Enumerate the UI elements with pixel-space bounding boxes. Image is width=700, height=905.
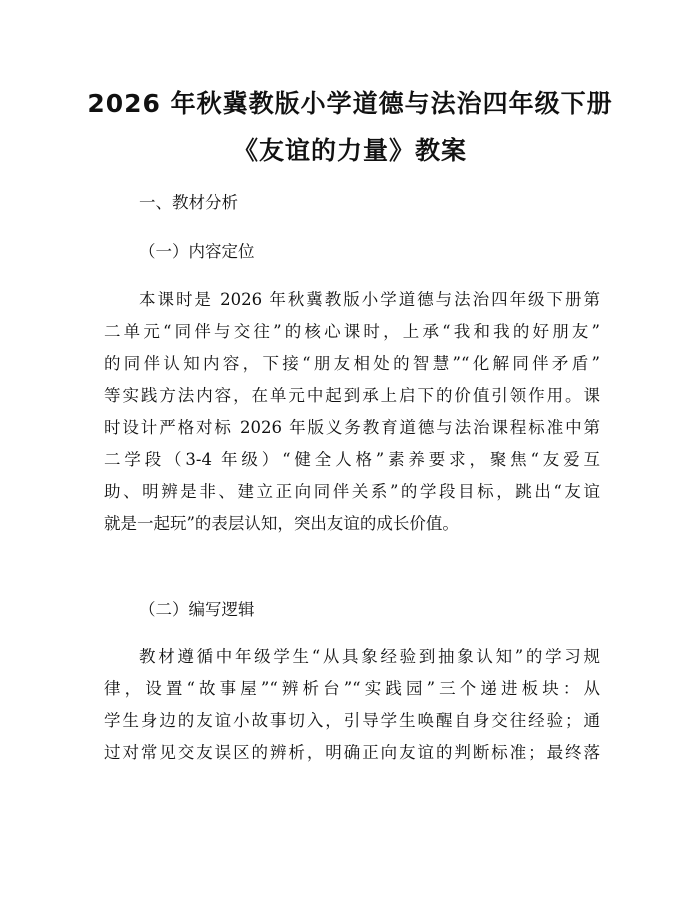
paragraph-line: 时设计严格对标 2026 年版义务教育道德与法治课程标准中第 (104, 418, 600, 437)
paragraph-line: 二单元“同伴与交往”的核心课时，上承“我和我的好朋友” (104, 322, 600, 341)
paragraph-line: 的同伴认知内容，下接“朋友相处的智慧”“化解同伴矛盾” (104, 354, 600, 373)
paragraph-line: 就是一起玩”的表层认知，突出友谊的成长价值。 (104, 514, 459, 533)
paragraph-line: 教材遵循中年级学生“从具象经验到抽象认知”的学习规 (139, 647, 600, 666)
paragraph-line: 二学段（3-4 年级）“健全人格”素养要求，聚焦“友爱互 (104, 450, 600, 469)
document-title-line-2: 《友谊的力量》教案 (232, 136, 467, 165)
subsection-heading-content-positioning: （一）内容定位 (139, 242, 255, 261)
paragraph-line: 律，设置“故事屋”“辨析台”“实践园”三个递进板块：从 (104, 679, 600, 698)
subsection-heading-writing-logic: （二）编写逻辑 (139, 600, 255, 619)
paragraph-line: 本课时是 2026 年秋冀教版小学道德与法治四年级下册第 (139, 290, 600, 309)
paragraph-line: 过对常见交友误区的辨析，明确正向友谊的判断标准；最终落 (104, 743, 600, 762)
paragraph-line: 等实践方法内容，在单元中起到承上启下的价值引领作用。课 (104, 386, 600, 405)
document-title-line-1: 2026 年秋冀教版小学道德与法治四年级下册 (87, 89, 613, 118)
paragraph-line: 学生身边的友谊小故事切入，引导学生唤醒自身交往经验；通 (104, 711, 600, 730)
section-heading-teaching-material-analysis: 一、教材分析 (139, 193, 238, 212)
paragraph-line: 助、明辨是非、建立正向同伴关系”的学段目标，跳出“友谊 (104, 482, 600, 501)
